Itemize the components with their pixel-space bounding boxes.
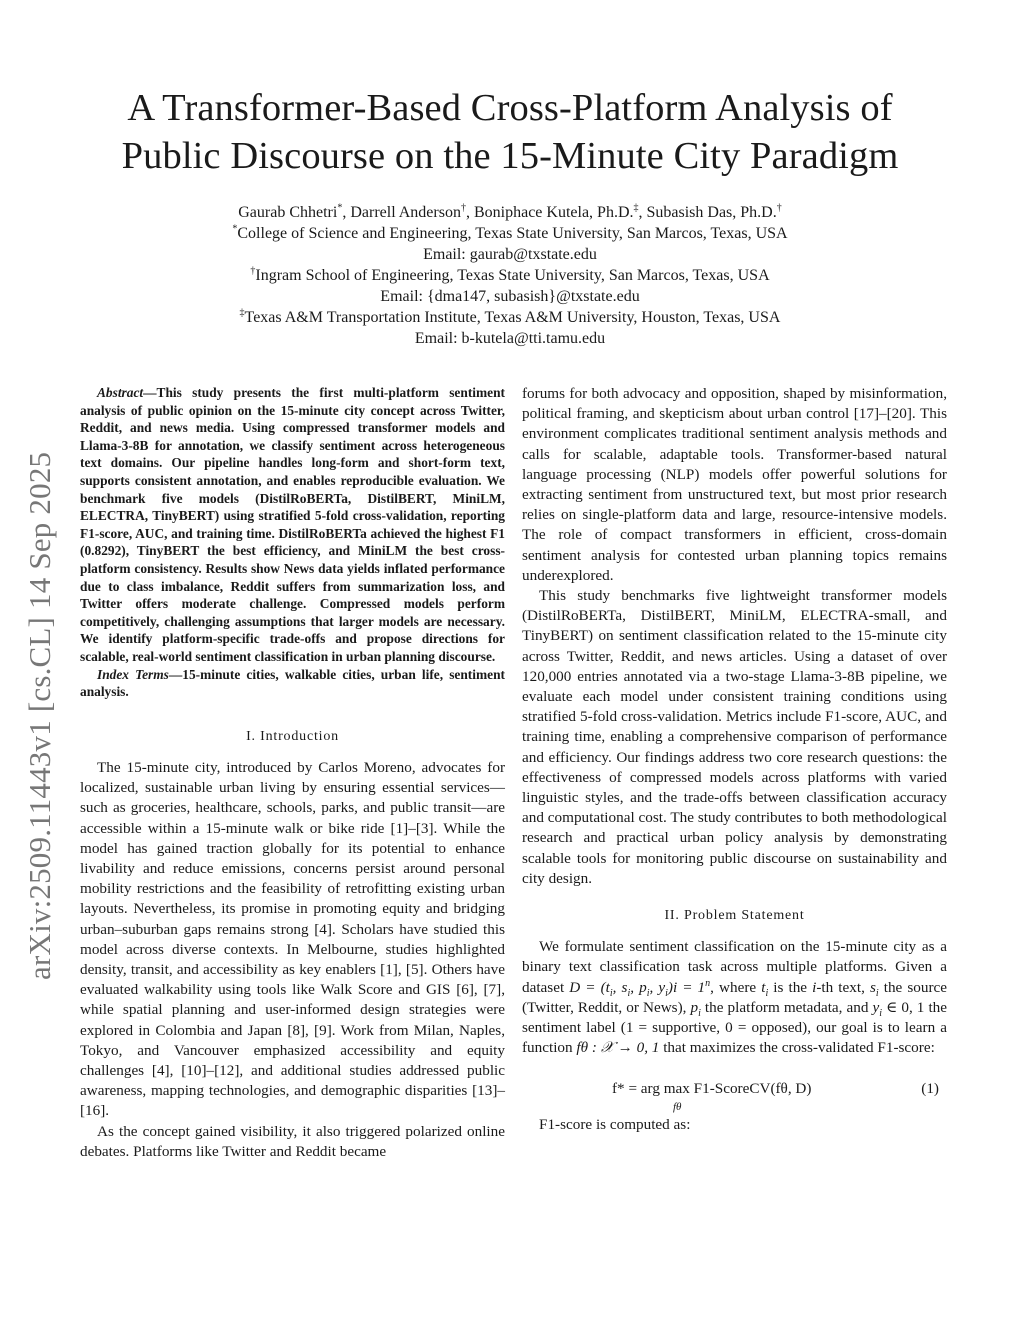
abstract-text: Abstract—This study presents the first multi-platform sentiment analysis of public opinion on the 15-minute city concept across Twitter, Reddit, and news media. Using compressed transformer models and Llama-3-8B for annotation, we classify sentiment across heterogeneous text domains. Our pipeline handles long-form and short-form text, supports consistent annotation, and enables reproducible evaluation. We benchmark five models (DistilRoBERTa, DistilBERT, MiniLM, ELECTRA, TinyBERT) using stratified 5-fold cross-validation, reporting F1-score, AUC, and training time. DistilRoBERTa achieved the highest F1 (0.8292), TinyBERT the best efficiency, and MiniLM the best cross-platform consistency. Results show News data yields inflated performance due to class imbalance, Reddit suffers from summarization loss, and Twitter offers moderate challenge. Compressed models perform competitively, challenging assumptions that larger models are necessary. We identify platform-specific trade-offs and propose directions for scalable, real-world sentiment classification in urban planning discourse. xyxy=(80,385,505,664)
paper-title xyxy=(60,84,960,180)
section-heading-introduction: I. Introduction xyxy=(246,728,339,744)
equation-1 xyxy=(522,1073,947,1113)
author-names: Gaurab Chhetri*, Darrell Anderson†, Boniphace Kutela, Ph.D.‡, Subasish Das, Ph.D.† xyxy=(238,202,782,221)
intro-paragraph-2-continued: forums for both advocacy and opposition, shaped by misinformation, political framing, and skepticism about urban control [17]–[20]. This environment complicates traditional sentiment analysis methods and calls for scalable, adaptable tools. Transformer-based natural language processing (NLP) models offer powerful solutions for extracting sentiment from unstructured text, but most prior research relies on single-platform data and large, resource-intensive models. The role of compact transformers in efficient, cross-domain sentiment analysis for contested urban planning topics remains underexplored. xyxy=(522,385,947,584)
email-3: Email: b-kutela@tti.tamu.edu xyxy=(414,330,606,347)
section-heading-problem-statement: II. Problem Statement xyxy=(664,908,805,924)
problem-statement-paragraph: We formulate sentiment classification on the 15-minute city as a binary text classification task across multiple platforms. Given a dataset $D = (t_i$, $s_i$, $p_i$, $y_i)i = 1^n$, where $t_i$ is the i-th text, $s_i$ the source (Twitter, Reddit, or News), $p_i$ the platform metadata, and $y_i$ ∈ 0, 1 the sentiment label (1 = supportive, 0 = opposed), our goal is to learn a function fθ : 𝒳 → 0, 1 that maximizes the cross-validated F1-score: xyxy=(522,938,948,1057)
intro-paragraph-1: The 15-minute city, introduced by Carlos Moreno, advocates for localized, sustainable urban living by ensuring essential services—such as groceries, healthcare, schools, parks, and public transit—are accessible within a 15-minute walk or bike ride [1]–[3]. While the model has gained traction globally for its potential to enhance livability and reduce emissions, concerns persist around personal mobility restrictions and the feasibility of retrofitting existing urban layouts. Nevertheless, its promise in promoting equity and bridging urban–suburban gaps remains strong [4]. Scholars have studied this model across diverse contexts. In Melbourne, studies highlighted density, transit, and accessibility as key enablers [1], [5]. Others have evaluated walkability using tools like Walk Score and GIS [6], [7], while spatial planning and user-informed design strategies were explored in Colombia and Japan [8], [9]. Work from Milan, Naples, Tokyo, and Vancouver emphasized accessibility and equity challenges [4], [10]–[12], and additional studies addressed public awareness, mapping technologies, and demographic disparities [13]–[16]. xyxy=(80,758,505,1120)
affiliation-2: †Ingram School of Engineering, Texas State University, San Marcos, Texas, USA xyxy=(250,265,770,284)
abstract xyxy=(80,384,505,701)
arxiv-identifier: arXiv:2509.11443v1 [cs.CL] 14 Sep 2025 xyxy=(22,451,57,980)
title-line-2: Public Discourse on the 15-Minute City Paradigm xyxy=(121,135,899,177)
affil-mark: † xyxy=(460,202,466,214)
f1-intro-line: F1-score is computed as: xyxy=(539,1115,691,1133)
index-terms: Index Terms—15-minute cities, walkable cities, urban life, sentiment analysis. xyxy=(80,666,505,700)
equation-number: (1) xyxy=(921,1079,939,1097)
affil-mark: * xyxy=(337,202,343,214)
left-column xyxy=(80,384,505,1162)
author-name: Subasish Das, Ph.D. xyxy=(646,204,777,221)
intro-paragraph-3: This study benchmarks five lightweight transformer models (DistilRoBERTa, DistilBERT, MiniLM, ELECTRA-small, and TinyBERT) on sentiment classification related to the 15-minute city across Twitter, Reddit, and news articles. Using a dataset of over 120,000 entries annotated via a two-stage Llama-3-8B pipeline, we evaluate each model under consistent training conditions using stratified 5-fold cross-validation. Metrics include F1-score, AUC, and training time, enabling a comprehensive comparison of performance and efficiency. Our findings address two core research questions: the effectiveness of compressed models across platforms with varied linguistic styles, and the trade-offs between classification accuracy and computational cost. The study contributes to both methodological research and practical urban policy analysis by demonstrating scalable tools for monitoring public discourse on sustainability and city design. xyxy=(522,587,947,887)
right-column xyxy=(522,384,947,1135)
author-block xyxy=(60,202,960,349)
equation-expression: f* = arg max F1-ScoreCV(fθ, D) xyxy=(612,1079,812,1097)
equation-subscript: fθ xyxy=(673,1100,682,1113)
author-name: Gaurab Chhetri xyxy=(238,204,338,221)
affiliation-1: *College of Science and Engineering, Texas State University, San Marcos, Texas, USA xyxy=(232,223,788,242)
affil-mark: ‡ xyxy=(633,202,639,214)
affiliation-3: ‡Texas A&M Transportation Institute, Texas A&M University, Houston, Texas, USA xyxy=(239,307,781,326)
intro-paragraph-2: As the concept gained visibility, it also triggered polarized online debates. Platforms like Twitter and Reddit became xyxy=(80,1122,505,1160)
affil-mark: † xyxy=(776,202,782,214)
email-1: Email: gaurab@txstate.edu xyxy=(423,246,597,263)
author-name: Darrell Anderson xyxy=(350,204,461,221)
title-line-1: A Transformer-Based Cross-Platform Analysis of xyxy=(127,87,893,129)
author-name: Boniphace Kutela, Ph.D. xyxy=(473,204,634,221)
email-2: Email: {dma147, subasish}@txstate.edu xyxy=(380,288,640,305)
